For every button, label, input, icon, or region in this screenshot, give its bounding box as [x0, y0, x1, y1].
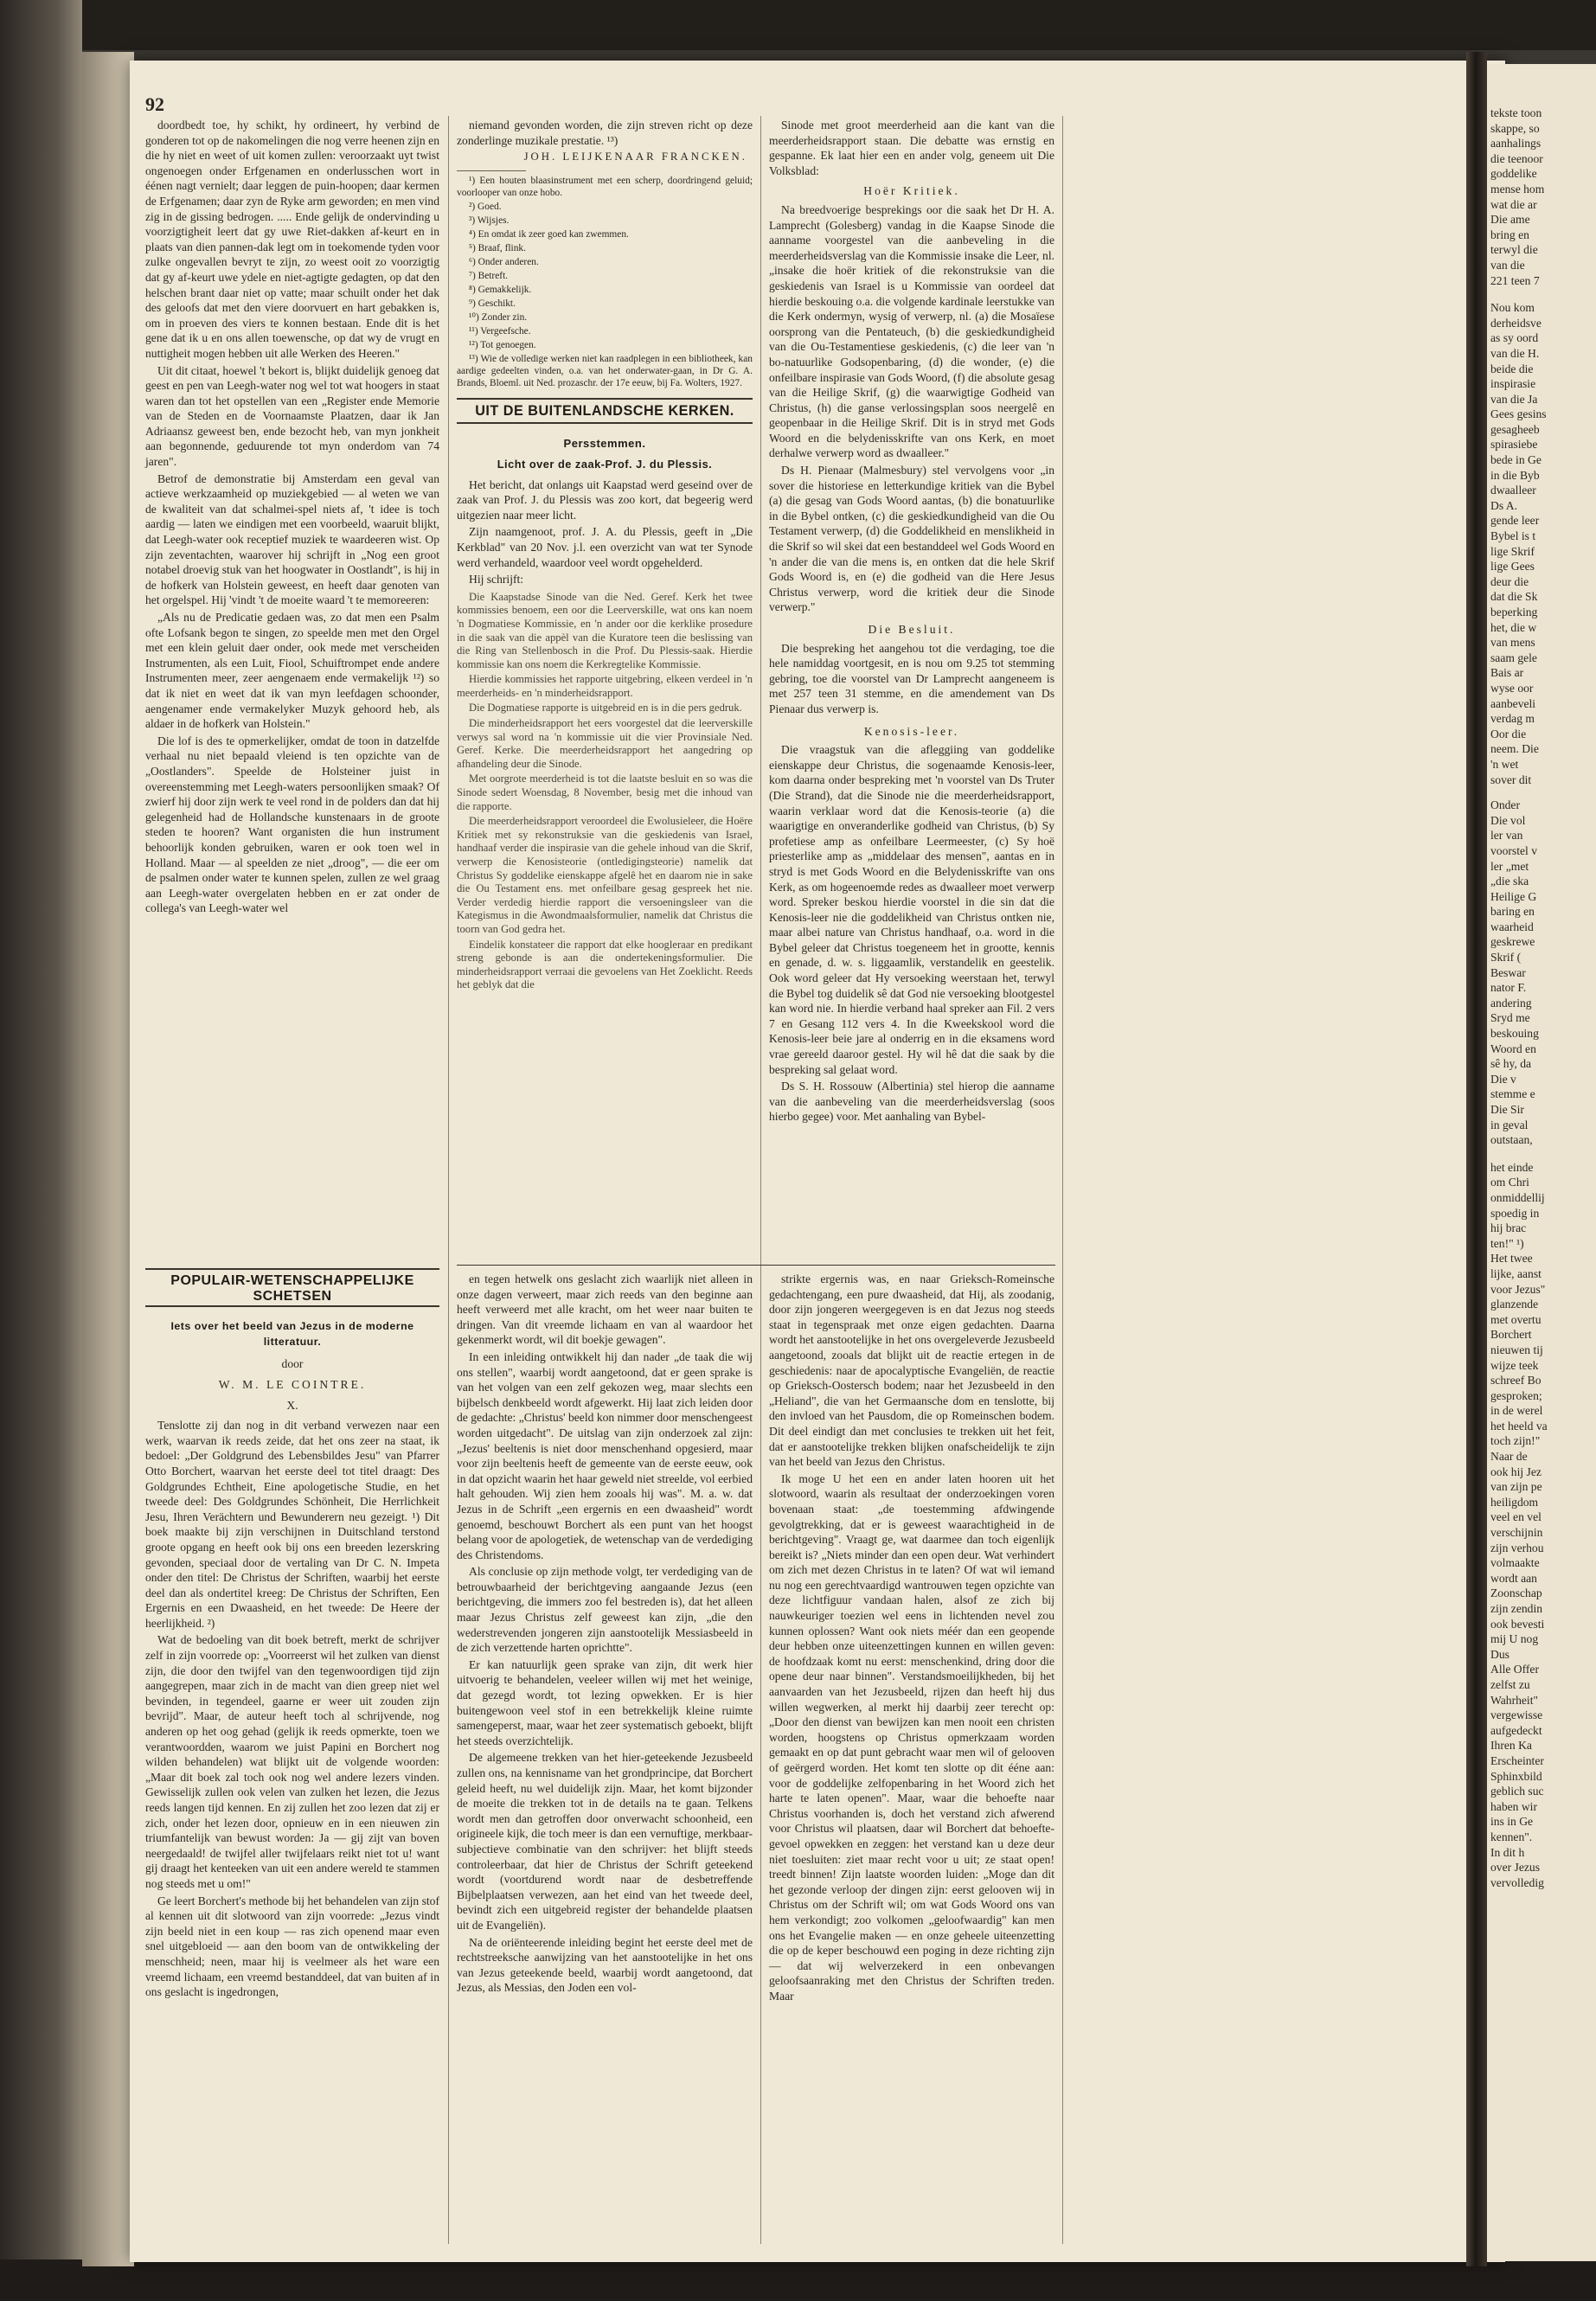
- fragment-line: van die H.: [1490, 346, 1540, 360]
- fragment-line: zijn verhou: [1490, 1541, 1544, 1554]
- fragment-line: andering: [1490, 996, 1532, 1009]
- fragment-line: geblich suc: [1490, 1785, 1544, 1798]
- footnotes: [457, 175, 753, 389]
- quoted-paragraph: Met oorgrote meerderheid is tot die laatste besluit en so was die Sinode sedert Woensdag, 8 November, besig met die inhoud van die rapporte.: [457, 772, 753, 812]
- footnote: ¹) Een houten blaasinstrument met een scherp, doordringend geluid; voorlooper van onze hobo.: [457, 175, 753, 198]
- fragment-line: heiligdom: [1490, 1495, 1539, 1509]
- fragment-line: van die Ja: [1490, 392, 1538, 406]
- binding-fold: [82, 52, 134, 2266]
- fragment-line: het heeld va: [1490, 1419, 1548, 1433]
- fragment-line: Die v: [1490, 1072, 1516, 1086]
- fragment-line: verschijnin: [1490, 1526, 1543, 1540]
- article-title: Iets over het beeld van Jezus in de moderne litteratuur.: [170, 1320, 414, 1348]
- section-title: POPULAIR-WETENSCHAPPELIJKE SCHETSEN: [170, 1273, 414, 1304]
- quoted-paragraph: Die Kaapstadse Sinode van die Ned. Geref. Kerk het twee kommissies benoem, een oor die Leerverskille, wat ons kan noem 'n Dogmatiese Kommissie, en 'n ander oor die kerklike prosedure in die saak van die appèl van die Kuratore teen die beslissing van die Ring van Stellenbosch in die Prof. Du Plessis-saak. Hierdie kommissie kan ons noem die Kerkregtelike Kommissie.: [457, 590, 753, 670]
- fragment-line: het, die w: [1490, 620, 1537, 634]
- fragment-line: met overtu: [1490, 1312, 1542, 1326]
- fragment-line: vergewisse: [1490, 1708, 1543, 1722]
- fragment-line: wat die ar: [1490, 197, 1537, 211]
- paragraph: Ds S. H. Rossouw (Albertinia) stel hierop die aanname van die aanbeveling van die meerderheidsverslag (soos hierbo gegee) voor. Met aanhaling van Bybel-: [769, 1080, 1054, 1124]
- fragment-line: voorstel v: [1490, 843, 1537, 857]
- footnote: ⁸) Gemakkelijk.: [469, 284, 532, 295]
- fragment-line: spirasiebe: [1490, 438, 1538, 452]
- horizontal-rule-mid: [457, 1265, 1055, 1266]
- quoted-paragraph: Hierdie kommissies het rapporte uitgebring, elkeen verdeel in 'n meerderheids- en 'n minderheidsrapport.: [457, 673, 753, 699]
- fragment-line: over Jezus: [1490, 1861, 1540, 1875]
- paragraphs-kenosis: [769, 742, 1054, 1125]
- fragment-line: Oor die: [1490, 727, 1527, 740]
- fragment-line: ins in Ge: [1490, 1815, 1534, 1829]
- fragment-line: mij U nog: [1490, 1632, 1539, 1646]
- paragraph: Uit dit citaat, hoewel 't bekort is, blijkt duidelijk genoeg dat geest en pen van Leegh-water nog wel tot wat hoogers in staat waren dan tot het opstellen van een „Register ende Memorie van de Steden en de Voornaamste Plaatzen, daar ik Jan Adriaansz geweest ben, ende bezocht heb, van myn jonkheit aan begonnende, geduurende tot myn onderdom van 74 jaren".: [145, 363, 439, 469]
- footnote: ⁵) Braaf, flink.: [469, 242, 526, 253]
- footnote: ¹²) Tot genoegen.: [469, 339, 536, 350]
- fragment-line: ler van: [1490, 829, 1523, 843]
- fragment-line: bede in Ge: [1490, 453, 1542, 467]
- fragment-line: veel en vel: [1490, 1510, 1542, 1524]
- fragment-line: „die ska: [1490, 875, 1529, 888]
- footnote: ⁹) Geschikt.: [469, 298, 516, 309]
- fragment-line: wyse oor: [1490, 681, 1534, 695]
- book-gutter: [1466, 52, 1487, 2266]
- fragment-line: ten!" ¹): [1490, 1236, 1524, 1250]
- quoted-paragraph: Die Dogmatiese rapporte is uitgebreid en is in die pers gedruk.: [469, 702, 742, 715]
- closing-paragraph: [457, 118, 753, 148]
- fragment-group-top: [1490, 106, 1594, 288]
- fragment-line: gesproken;: [1490, 1388, 1542, 1402]
- fragment-line: lige Skrif: [1490, 544, 1535, 558]
- fragment-line: stemme e: [1490, 1087, 1535, 1101]
- footnote: ³) Wijsjes.: [469, 215, 510, 226]
- paragraph: Het bericht, dat onlangs uit Kaapstad werd geseind over de zaak van Prof. J. du Plessis was zoo kort, dat begeerig werd uitgezien naar meer licht.: [457, 478, 753, 522]
- fragment-line: in de werel: [1490, 1404, 1543, 1418]
- fragment-line: derheidsve: [1490, 316, 1542, 330]
- fragment-line: as sy oord: [1490, 331, 1539, 345]
- footnote: ¹¹) Vergeefsche.: [469, 325, 531, 336]
- fragment-line: beperking: [1490, 606, 1538, 619]
- column-3-top: [769, 118, 1054, 1126]
- fragment-line: ook bevesti: [1490, 1617, 1545, 1631]
- column-1-top: [145, 118, 439, 918]
- fragment-line: Alle Offer: [1490, 1663, 1539, 1676]
- paragraph: Ik moge U het een en ander laten hooren uit het slotwoord, waarin als resultaat der onderzoekingen voren bovenaan staat: „de toestemming afdwingende gevolgtrekking, dat er is geweest waarachtigheid in de berichtgeving". Vraagt ge, wat daarmee dan toch eigenlijk bereikt is? „Niets minder dan een open deur. Wat verhindert om zich met dezen Christus in te laten? Of wat wil iemand nu nog een gerechtvaardigd wantrouwen tegen opzichte van deze lichtfiguur vandaan halen, alsof ze zich bij nauwkeuriger toezien wel eens in lichtenden nevel zou kunnen oplossen? Want ook niets méér dan een geopende deur hebben onze uiteenzettingen kunnen en willen geven: de hoofdzaak komt nu eerst: menschenkind, dring door die opene deur naar binnen". Verstandsmoeilijkheden, bij het aanvaarden van het Jezusbeeld, rijzen dan heeft hij dus willen wegwerken, al merkt hij daarbij zeer terecht op: „Door den dienst van bewijzen kan men nooit een christen worden, hoogstens op Christus opmerkzaam worden gemaakt en op dat punt gebracht waar men wil of gelooven of geërgerd worden. Het komt ten slotte op dit ééne aan: voor de goddelijke zelfopenbaring in het Woord zich het harte te laten openen". Maar, waar die behoefte naar Christus voorhanden is, doch het verstand zich afwerend voor Christus wil plaatsen, daar wil Borchert dat behoefte-gevoel opwekken en zeggen: het verstand kan u deze deur niet toesluiten: ziet maar recht voor u uit; ze staat open! treedt binnen! Zijn laatste woorden luiden: „Moge dan dit het gezonde verloop der dingen zijn: eerst gelooven wij in Christus om der Schrift wil; om wat Gods Woord ons van hem verkondigt; zoo volkomen „geloofwaardig" kan men ons het Evangelie maken — en onze geheele uiteenzetting die op de keper beschouwd een poging in deze richting zijn — dat wij welverzekerd in een onbevangen geloofsaanraking met den Christus der Schriften treden. Maar: [769, 1471, 1054, 2003]
- fragment-line: Bybel is t: [1490, 529, 1536, 543]
- fragment-line: Zoonschap: [1490, 1586, 1542, 1600]
- adjacent-page-fragment: [1487, 64, 1596, 2261]
- fragment-line: beskouing: [1490, 1027, 1539, 1041]
- subhead-kenosis: Kenosis-leer.: [863, 724, 960, 738]
- fragment-line: aufgedeckt: [1490, 1723, 1542, 1737]
- fragment-line: gende leer: [1490, 514, 1540, 528]
- paragraph: Tenslotte zij dan nog in dit verband verwezen naar een werk, waarvan ik reeds zeide, dat het ons zeer na staat, ik bedoel: „Der Goldgrund des Lebensbildes Jesu" van Pfarrer Otto Borchert, waarvan het eerste deel tot titel draagt: Des Goldgrundes Echtheit, Eine apologetische Studie, en het tweede deel: Des Goldgrundes Schönheit, Die Herrlichkeit Jesu, Ihren Verächtern und Bewunderern neu gezeigt. ¹) Dit boek maakte bij zijn verschijnen in Duitschland terstond groote opgang en heeft ook bij ons een breeden lezerskring gevonden, speciaal door de vertaling van Dr C. N. Impeta onder den titel: De Christus der Schriften, waarbij het eerste deel dan als ondertitel kreeg: De Christus der Schriften, Een Ergernis en een Dwaasheid, en het tweede: De Heere der heerlijkheid. ²): [145, 1419, 439, 1630]
- fragment-line: spoedig in: [1490, 1206, 1540, 1220]
- section-rule-top: [457, 398, 753, 400]
- quoted-paragraph: Die meerderheidsrapport veroordeel die Ewolusieleer, die Hoëre Kritiek met sy rekonstruksie van die geskiedenis van Israel, handhaaf verder die inspirasie van die gehele inhoud van die Skrif, verwerp die Kenosisteorie (ontledigingsteorie) namelik dat Christus Sy goddelike eienskappe afgelê het en daarom nie in sake die Ou Testament ens. met onfeilbare gesag gespreek het nie. Verder verdedig hierdie rapport die versoeningsleer van die Kategismus in die Awondmaalsformulier, namelik dat Christus die toorn van God gedra het.: [457, 815, 753, 935]
- paragraph: Er kan natuurlijk geen sprake van zijn, dit werk hier uitvoerig te behandelen, veeleer willen wij met het weinige, dat gezegd wordt, tot lezing opwekken. Er is hier buitengewoon veel stof in een betrekkelijk kleine ruimte samengeperst, maar, waar het zeer systematisch geboekt, blijft het steeds overzichtelijk.: [457, 1657, 753, 1747]
- fragment-line: kennen".: [1490, 1830, 1533, 1843]
- fragment-line: lijke, aanst: [1490, 1266, 1542, 1280]
- fragment-line: geskrewe: [1490, 935, 1535, 949]
- footnote: ⁶) Onder anderen.: [469, 256, 539, 267]
- fragment-line: inspirasie: [1490, 377, 1536, 391]
- scanner-background-left: [0, 0, 82, 2301]
- fragment-line: zelfst zu: [1490, 1677, 1530, 1691]
- section-title: UIT DE BUITENLANDSCHE KERKEN.: [475, 402, 734, 419]
- fragment-line: Die ame: [1490, 213, 1530, 227]
- paragraphs-hoer-kritiek: [769, 202, 1054, 615]
- column-4-fragment: [1490, 106, 1594, 1890]
- fragment-line: van zijn pe: [1490, 1480, 1542, 1494]
- fragment-line: om Chri: [1490, 1176, 1529, 1189]
- article-intro: [457, 478, 753, 587]
- section-rule-bottom: [457, 422, 753, 424]
- footnote: ¹⁰) Zonder zin.: [469, 311, 528, 323]
- fragment-line: Naar de: [1490, 1450, 1528, 1464]
- paragraph: en tegen hetwelk ons geslacht zich waarlijk niet alleen in onze dagen verweert, maar zich reeds van den beginne aan heeft verweerd met alle kracht, om het weer naar buiten te dringen. Van dit vreemde lichaam en van al waardoor het gekenmerkt wordt, wil dit boekje gewagen".: [457, 1272, 753, 1347]
- fragment-line: dat die Sk: [1490, 590, 1538, 604]
- column-divider-3: [1062, 116, 1063, 2244]
- paragraphs-besluit: [769, 641, 1054, 717]
- fragment-line: hij brac: [1490, 1221, 1527, 1235]
- fragment-line: Die vol: [1490, 813, 1526, 827]
- fragment-line: nieuwen tij: [1490, 1343, 1543, 1356]
- scanner-background-bottom: [0, 2259, 1596, 2301]
- section-rule-top: [145, 1268, 439, 1270]
- part-number: X.: [286, 1398, 298, 1412]
- fragment-line: wordt aan: [1490, 1571, 1537, 1585]
- scanner-background-top: [0, 0, 1596, 50]
- fragment-line: onmiddellij: [1490, 1190, 1545, 1204]
- fragment-line: sover dit: [1490, 772, 1532, 786]
- byline-door: door: [281, 1357, 304, 1371]
- paragraph: Na de oriënteerende inleiding begint het eerste deel met de rechtstreeksche aanwijzing van het aanstootelijke in het ons van Jezus geteekende beeld, waarbij wordt aangetoond, dat Jezus, als Messias, den Joden een vol-: [457, 1935, 753, 1995]
- newspaper-page: [130, 61, 1505, 2262]
- fragment-line: haben wir: [1490, 1799, 1537, 1813]
- paragraph: Ge leert Borchert's methode bij het behandelen van zijn stof al kennen uit dit slotwoord van zijn voorrede: „Jezus vindt zijn beeld niet in een koup — ras zich openend maar even snel uitgebloeid — aan den boom van de ontwikkeling der menschheid; neen, maar hij is veelmeer als het ware een vreemd lichaam, een vreemd bestanddeel, dat van buiten af in ons geslacht is ingedrongen,: [145, 1894, 439, 1999]
- fragment-line: Onder: [1490, 798, 1520, 812]
- fragment-line: verdag m: [1490, 712, 1535, 726]
- fragment-line: Woord en: [1490, 1042, 1536, 1055]
- column-2-bottom: [457, 1272, 753, 1997]
- fragment-line: Nou kom: [1490, 301, 1535, 315]
- section-rule-bottom: [145, 1305, 439, 1307]
- fragment-line: aanhalings: [1490, 137, 1542, 151]
- paragraph: Zijn naamgenoot, prof. J. A. du Plessis, geeft in „Die Kerkblad" van 20 Nov. j.l. een overzicht van wat ter Synode werd verhandeld, waardoor veel wordt opgehelderd.: [457, 525, 753, 569]
- fragment-group-low: [1490, 798, 1594, 1148]
- fragment-line: Bais ar: [1490, 666, 1524, 680]
- fragment-line: in die Byb: [1490, 468, 1540, 482]
- article-quote: [457, 591, 753, 992]
- fragment-line: Dus: [1490, 1647, 1509, 1661]
- fragment-line: lige Gees: [1490, 560, 1535, 574]
- paragraph: Na breedvoerige besprekings oor die saak het Dr H. A. Lamprecht (Golesberg) vandag in die Kaapse Sinode die aanname voorgestel van die aanbeveling in die meerderheidsverslag van die Kommissie insake die Leer, nl. „insake die hoër kritiek of die rekonstruksie van die geskiedenis van Israel is u Kommissie van oordeel dat hierdie beskouing o.a. die volgende kardinale leerstukke van die Kerk ondermyn, wysig of verwerp, nl. (a) die Mosaïese oorsprong van die Pentateuch, (b) die geskiedkundigheid van die Ou-Testamentiese geskiedenis, (c) die leer van 'n bo-natuurlike Godsopenbaring, (d) die wonder, (e) die onfeilbare inspirasie van Gods Woord, (f) die absolute gesag van die Heilige Skrif, (g) die waarwigtige Godheid van Christus, (h) die ganse verlossingsplan soos neergelê en geopenbaar in die Heilige Skrif. Dit is in stryd met Gods Woord en die belydenisskrifte van ons Kerk, en moet derhalwe verwerp word as dwaalleer.": [769, 202, 1054, 460]
- fragment-line: ler „met: [1490, 859, 1529, 873]
- fragment-line: die teenoor: [1490, 151, 1543, 165]
- fragment-line: gesagheeb: [1490, 422, 1540, 436]
- fragment-line: Ds A.: [1490, 498, 1517, 512]
- fragment-line: volmaakte: [1490, 1556, 1540, 1570]
- fragment-line: tekste toon: [1490, 106, 1542, 119]
- fragment-line: outstaan,: [1490, 1133, 1533, 1147]
- fragment-line: Ihren Ka: [1490, 1739, 1532, 1753]
- intro-paragraph: [769, 118, 1054, 178]
- fragment-line: neem. Die: [1490, 742, 1539, 756]
- paragraph: doordbedt toe, hy schikt, hy ordineert, hy verbind de gonderen tot op de nakomelingen die nog verre heenen zijn en die hy niet en weet of uit komen zullen: veroorzaakt uyt twist ongenoegen onder Erfgenamen en onderlusschen wort in éénen nagt vernielt; daar leggen de puin-hoopen; daar kermen de Erfgenamen; daar zyn de Ryke arm geworden; en men vind zig in de gissing bedrogen. ..... Ende gelijk de ondervinding u voorzigtigheit leert dat gy uwe Riet-dakken af-keurt en in plaats van dien pannen-dak legt om in toekomende tyden voor zulke ongevallen bevryt te zijn, zo weest ooit zo voorzigtig dat gy af-keurt uwe ydele en niet-agtigte gedagten, op dat den helschen brant daar niet op vatte; maar schuilt onder het dak des geloofs dat met den viere doorvuert en hart gebakken is, om in proeven des viers te konnen bestaan. Ende dit is het gene dat ik u en ons allen toewensche, op dat wy de vrugt en nuttigheit mogen hebben uit alle Werken des Heeren.": [145, 119, 439, 360]
- fragment-line: glanzende: [1490, 1298, 1539, 1311]
- column-divider-1: [448, 116, 449, 2244]
- fragment-line: het einde: [1490, 1160, 1534, 1174]
- fragment-group-mid: [1490, 300, 1594, 787]
- paragraph: Die lof is des te opmerkelijker, omdat de toon in datzelfde verhaal nu niet bepaald vleiend is ten opzichte van de „Oostlanders". Speelde de Holsteiner juist in overeenstemming met Leegh-waters persoonlijken smaak? Of zwierf hij door zijn werk te veel rond in de polders dan dat hij gelegenheid had de Hollandsche kunstenaars in de groote steden te hooren? Want organisten die hun instrument behoorlijk konden gebruiken, waren er ook toen wel in Holland. Maar — al speelden ze niet „droog", — die eer om de psalmen onder water te kunnen spelen, zullen ze wel graag aan Leegh-water overgelaten hebben en er zat onder de collega's van Leegh-water wel: [145, 734, 439, 915]
- fragment-line: ook hij Jez: [1490, 1465, 1542, 1478]
- fragment-line: Beswar: [1490, 965, 1526, 979]
- fragment-line: voor Jezus": [1490, 1282, 1546, 1296]
- fragment-line: vervolledig: [1490, 1875, 1544, 1889]
- fragment-line: Het twee: [1490, 1252, 1533, 1266]
- fragment-line: Erscheinter: [1490, 1753, 1544, 1767]
- page-number: 92: [145, 93, 164, 115]
- column-2-top: [457, 118, 753, 994]
- fragment-line: schreef Bo: [1490, 1374, 1542, 1388]
- fragment-line: toch zijn!": [1490, 1434, 1541, 1448]
- paragraph: niemand gevonden worden, die zijn streven richt op deze zonderlinge muzikale prestatie. ¹³): [457, 119, 753, 147]
- fragment-line: dwaalleer: [1490, 484, 1536, 497]
- fragment-line: skappe, so: [1490, 121, 1540, 135]
- paragraph: Ds H. Pienaar (Malmesbury) stel vervolgens voor „in sover die historiese en letterkundige kritiek van die Bybel (a) die gesag van Gods Woord aantas, (b) die bonatuurlike in die Bybel ontken, (c) die geskiedkundigheid van die Ou Testament verwerp, (d) die Goddelikheid en menslikheid in die Skrif so wil skei dat een bestanddeel wel Gods Woord en 'n ander die van die mens is, en ontken dat die hele Skrif Gods Woord is, en (e) die godheid van die Here Jesus Christus verwerp, word die kritiek deur die Sinode verwerp.": [769, 464, 1054, 614]
- fragment-line: goddelike: [1490, 167, 1537, 181]
- fragment-line: sê hy, da: [1490, 1057, 1532, 1071]
- quoted-paragraph: Die minderheidsrapport het eers voorgestel dat die leerverskille verwys sal word na 'n kommissie uit die vier Provinsiale Ned. Geref. Kerke. Die meerderheidsrapport het aangedring op afhandeling deur die Sinode.: [457, 717, 753, 770]
- author: W. M. LE COINTRE.: [218, 1377, 367, 1391]
- fragment-line: mense hom: [1490, 182, 1545, 195]
- fragment-line: beide die: [1490, 362, 1534, 375]
- fragment-group-bottom: [1490, 1160, 1594, 1891]
- paragraph: Die bespreking het aangehou tot die verdaging, toe die hele namiddag voortgesit, en is nou om 9.25 tot stemming gebring, toe die voorstel van Dr Lamprecht aangeneem is met 257 teen 31 stemme, en die amendement van Ds Pienaar dus verwerp is.: [769, 641, 1054, 715]
- fragment-line: van mens: [1490, 636, 1535, 650]
- footnote: ¹³) Wie de volledige werken niet kan raadplegen in een bibliotheek, kan aardige gedeelten vinden, o.a. van het onderwater-gaan, in Dr G. A. Brands, Bloeml. uit Ned. prozaschr. der 17e eeuw, bij Fa. Wolters, 1927.: [457, 353, 753, 388]
- fragment-line: deur die: [1490, 574, 1529, 588]
- paragraph: Die vraagstuk van die afleggiing van goddelike eienskappe deur Christus, die sogenaamde Kenosis-leer, kom daarna onder bespreking met 'n voorstel van Ds Truter (Die Strand), dat die Sinode nie die meerderheidsrapport, waarin verklaar word dat die Kenosis-teorie (a) die waarigtige en onveranderlike godheid van Christus, (b) Sy profetiese amp as onfeilbare Leermeester, (c) Sy hoë priesterlike amp as „middelaar des mensen", aantas en in stryd is met Gods Woord en die Belydenisskrifte van ons Kerk, as om hogeenoemde redes as dwaalleer moet verwerp word. Spreker beskou hierdie voorstel in die sin dat die Kenosis-leer nie die goddelikheid van Christus ontken nie, maar albei nature van Christus handhaaf, o.a. word in die Bybel geleer dat Christus toegeneem het in grootte, kennis en genade, d. w. s. liggaamlik, verstandelik en geestelik. Ook word geleer dat Hy versoeking weerstaan het, terwyl die Bybel tog duidelik sê dat God nie versoeking blootgestel kan word nie. In hierdie verband haal spreker aan Fil. 2 vers 7 en Gesang 112 vers 4. In die Kweekskool word die Kenosis-leer beie jare al onderrig en in die eksamens word vrae gereeld daaroor gestel. Hy wil hê dat die saak by die bespreking sal gelaat word.: [769, 743, 1054, 1076]
- fragment-line: Sphinxbild: [1490, 1769, 1542, 1783]
- column-divider-2: [760, 116, 761, 2244]
- fragment-line: Heilige G: [1490, 889, 1537, 903]
- subhead-hoer-kritiek: Hoër Kritiek.: [863, 184, 960, 198]
- fragment-line: 'n wet: [1490, 757, 1519, 771]
- subsection-title: Persstemmen.: [563, 437, 646, 451]
- column-3-bottom: [769, 1272, 1054, 2006]
- paragraph: Hij schrijft:: [469, 573, 524, 586]
- fragment-line: 221 teen 7: [1490, 273, 1540, 287]
- paragraph: „Als nu de Predicatie gedaen was, zo dat men een Psalm ofte Lofsank begon te singen, zo speelde men met den Orgel met een klein geluit daer onder, ook mede met verscheiden Instrumenten, als een Luit, Fiool, Schuiftrompet ende andere Instrumenten meer, zeer aengenaem ende vermakelijk ¹²) so dat ik niet en weet dat ik van myn leefdagen schoonder, aengenamer ende vermakelyker Muzyk gehoord heb, als aldaer in de hofkerk van Holstein.": [145, 611, 439, 731]
- fragment-line: wijze teek: [1490, 1358, 1539, 1372]
- fragment-line: in geval: [1490, 1118, 1529, 1131]
- footnote: ²) Goed.: [469, 201, 502, 212]
- paragraph: In een inleiding ontwikkelt hij dan nader „de taak die wij ons stellen", waarbij wordt aangetoond, dat er geen sprake is van het volgen van een zelf gekozen weg, maar slechts een bijbelsch denkbeeld wordt afgewerkt. Hij laat zich leiden door de gedachte: „Christus' beeld kon nimmer door menschengeest worden uitgedacht". De uitslag van zijn onderzoek zal zijn: „Jezus' beeltenis is niet door menschenhand opgesierd, maar voor zijn beeltenis heeft de gemeente van de eerste eeuw, ook in dat opzicht waarin het haar geweld niet streelde, vol eerbied halt gehouden. Wij zien hem zooals hij was". M. a. w. dat Jezus in de Schrift „een ergernis en een dwaasheid" wordt genoemd, beschouwt Borchert als een punt van het hoogst belang voor de apologetiek, de wetenschap van de verdediging des Christendoms.: [457, 1349, 753, 1561]
- footnote-rule: [457, 170, 526, 171]
- paragraph: Wat de bedoeling van dit boek betreft, merkt de schrijver zelf in zijn voorrede op: „Voorreerst wil het zulken van dienst zijn, die door den twijfel van den tegenwoordigen tijd zijn aangegrepen, maar zich in de macht van dien greep niet wel bevinden, in tegendeel, gaarne er weer uit zouden zijn bevrijd". Maar, de auteur heeft toch al schrijvende, nog anderen op het oog gehad (gelijk ik reeds opmerkte, toen we verantwoordden, waarom we juist Papini en Borchert nog wilden behandelen) wat blijkt uit de volgende woorden: „Maar dit boek zal toch ook nog wel andere lezers vinden. Gewisselijk zullen ook velen van zulken het lezen, die Jezus reeds langen tijd kennen. En zij zullen het zoo lezen dat zij er zich, onder het lezen door, opnieuw en in een nieuwen zin triumfantelijk van bewust worden: Ja — gij zijt van boven neergedaald! de twijfel aller twijfelaars reikt niet tot u! want gij draagt het kenteeken van uit een andere wereld te stammen nog steeds met u om!": [145, 1633, 439, 1890]
- quoted-paragraph: Eindelik konstateer die rapport dat elke hoogleraar en predikant streng gebonde is aan die ondertekeningsformulier. Die minderheidsrapport verraai die gevoelens van Het Zoeklicht. Reeds het geblyk dat die: [457, 938, 753, 991]
- fragment-line: Die Sir: [1490, 1103, 1524, 1116]
- article-body: [145, 1418, 439, 2000]
- fragment-line: nator F.: [1490, 981, 1527, 995]
- fragment-line: Gees gesins: [1490, 407, 1547, 421]
- paragraph: Betrof de demonstratie bij Amsterdam een geval van actieve werkzaamheid op muziekgebied — al weten we van de kwaliteit van dat schalmei-spel niets af, 't idee is toch aardig — laten we eindigen met een voorbeeld, waaruit blijkt, dat Leegh-water ook receptief muziek te waardeeren wist. Op zijn zeventachten, waarover hij schrijft in „Nog een groot notabel droevig stuk van het hoogwater in Oostlandt", is hij in de hofkerk van Holstein geweest, en heeft daar genoten van het orgelspel. Hij 'vindt 't de moeite waard 't te memoreeren:: [145, 471, 439, 607]
- paragraph: strikte ergernis was, en naar Grieksch-Romeinsche gedachtengang, een pure dwaasheid, dat Hij, als zoodanig, door zijn jongeren weergegeven is en dat Jezus nog steeds staat in tegenspraak met onze eigen gedachten. Daarna wordt het aanstootelijke in het ons overgeleverde Jezusbeeld aangetoond, zooals dat blijkt uit de reactie ertegen in de geschiedenis: naar de apocalyptische Evangeliën, de reactie op Grieksch-Oostersch bodem; naar het Jezusbeeld in den „Heliand", die van het Germaansche dom en tenslotte, bij den invloed van het Pausdom, die op Romeinschen bodem. Dit deel eindigt dan met conclusies te trekken uit het feit, dat er aanstootelijke trekken blijken onafscheidelijk te zijn van het beeld van Jezus den Christus.: [769, 1272, 1054, 1469]
- fragment-line: Borchert: [1490, 1328, 1532, 1342]
- fragment-line: terwyl die: [1490, 243, 1538, 257]
- paragraph: De algemeene trekken van het hier-geteekende Jezusbeeld zullen ons, na kennisname van het grondprincipe, dat Borchert geleid heeft, nu wel duidelijk zijn. Maar, het komt bijzonder de moeite die trekken tot in de details na te gaan. Telkens wordt men dan getroffen door onverwacht schoonheid, een origineele kijk, die toch meer is dan een vernuftige, merkbaar-subjectieve combinatie van den schrijver: het blijft steeds controleerbaar, dat hier de Christus der Schrift geteekend wordt (voortdurend wordt naar de desbetreffende Bijbelplaatsen verwezen, aan het eind van het tweede deel, bevindt zich een uitgebreid register der behandelde plaatsen uit de Evangeliën).: [457, 1751, 753, 1932]
- paragraph: Sinode met groot meerderheid aan die kant van die meerderheidsrapport staan. Die debatte was ernstig en gespanne. Ek laat hier een en ander volg, geneem uit Die Volksblad:: [769, 119, 1054, 177]
- article-title: Licht over de zaak-Prof. J. du Plessis.: [497, 457, 713, 471]
- fragment-line: Sryd me: [1490, 1011, 1530, 1025]
- fragment-line: waarheid: [1490, 920, 1534, 933]
- column-1-bottom: [145, 1268, 439, 2002]
- paragraph: Als conclusie op zijn methode volgt, ter verdediging van de betrouwbaarheid der berichtgeving aangaande Jezus (een berichtgeving, die immers zoo fel bestreden is), dat het alleen maar Jezus Christus zelf geweest kan zijn, „die den wederstrevenden jongeren zijn aanstootelijk Messiasbeeld in de zich verzettende harten oprichtte".: [457, 1565, 753, 1655]
- fragment-line: baring en: [1490, 905, 1535, 919]
- footnote: ⁷) Betreft.: [469, 270, 509, 281]
- fragment-line: saam gele: [1490, 651, 1537, 664]
- fragment-line: aanbeveli: [1490, 696, 1536, 710]
- fragment-line: In dit h: [1490, 1845, 1525, 1859]
- fragment-line: zijn zendin: [1490, 1602, 1543, 1615]
- subhead-besluit: Die Besluit.: [868, 623, 956, 636]
- fragment-line: bring en: [1490, 228, 1529, 241]
- fragment-line: van die: [1490, 258, 1525, 272]
- footnote: ⁴) En omdat ik zeer goed kan zwemmen.: [469, 228, 629, 240]
- signature: JOH. LEIJKENAAR FRANCKEN.: [523, 151, 747, 163]
- fragment-line: Skrif (: [1490, 951, 1522, 965]
- fragment-line: Wahrheit": [1490, 1693, 1539, 1707]
